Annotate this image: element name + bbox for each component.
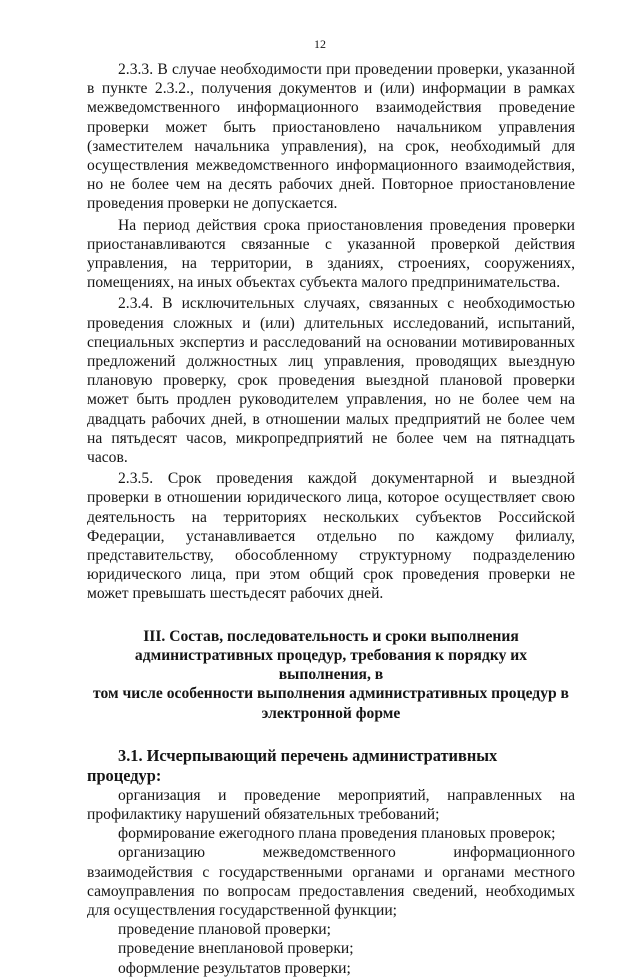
paragraph-2-3-5: 2.3.5. Срок проведения каждой документарной и выездной проверки в отношении юридического лица, которое осуществляет свою деятельность на территориях нескольких субъектов Российской Федерации, устанавливается отдельно по каждому филиалу, представительству, обособленному структурному подразделению юридического лица, при этом общий срок проведения проверки не может превышать шестьдесят рабочих дней. [87, 470, 575, 603]
paragraph-2-3-3: 2.3.3. В случае необходимости при проведении проверки, указанной в пункте 2.3.2., получения документов и (или) информации в рамках межведомственного информационного взаимодействия проведение проверки может быть приостановлено начальником управления (заместителем начальника управления), на срок, необходимый для осуществления межведомственного информационного взаимодействия, но не более чем на десять рабочих дней. Повторное приостановление проведения проверки не допускается. [87, 61, 575, 213]
section-heading-line: том числе особенности выполнения административных процедур в [93, 685, 569, 703]
subheading-3-1: 3.1. Исчерпывающий перечень административных процедур: [87, 745, 498, 785]
section-heading-line: административных процедур, требования к порядку их выполнения, в [134, 646, 528, 684]
list-item: оформление результатов проверки; [118, 959, 351, 977]
section-heading-line: электронной форме [261, 704, 401, 722]
section-heading-line: III. Состав, последовательность и сроки выполнения [143, 627, 519, 645]
list-item: организацию межведомственного информационного взаимодействия с государственными органами и органами местного самоуправления по вопросам предоставления сведений, необходимых для осуществления государственной функции; [87, 844, 575, 919]
list-item: формирование ежегодного плана проведения плановых проверок; [118, 825, 556, 843]
paragraph-suspension-period: На период действия срока приостановления проведения проверки приостанавливаются связанные с указанной проверкой действия управления, на территории, в зданиях, строениях, сооружениях, помещениях, на иных объектах субъекта малого предпринимательства. [87, 216, 575, 292]
paragraph-2-3-4: 2.3.4. В исключительных случаях, связанных с необходимостью проведения сложных и (или) длительных исследований, испытаний, специальных экспертиз и расследований на основании мотивированных предложений должностных лиц управления, проводящих выездную плановую проверку, срок проведения выездной плановой проверки может быть продлен руководителем управления, но не более чем на двадцать рабочих дней, в отношении малых предприятий не более чем на пятьдесят часов, микропредприятий не более чем на пятнадцать часов. [87, 295, 575, 467]
procedure-list [87, 786, 575, 978]
list-item: проведение внеплановой проверки; [118, 940, 354, 958]
list-item: организация и проведение мероприятий, направленных на профилактику нарушений обязательных требований; [87, 786, 575, 823]
document-body [87, 60, 575, 978]
page-number: 12 [314, 37, 326, 51]
list-item: проведение плановой проверки; [118, 921, 331, 939]
section-heading [87, 627, 575, 723]
